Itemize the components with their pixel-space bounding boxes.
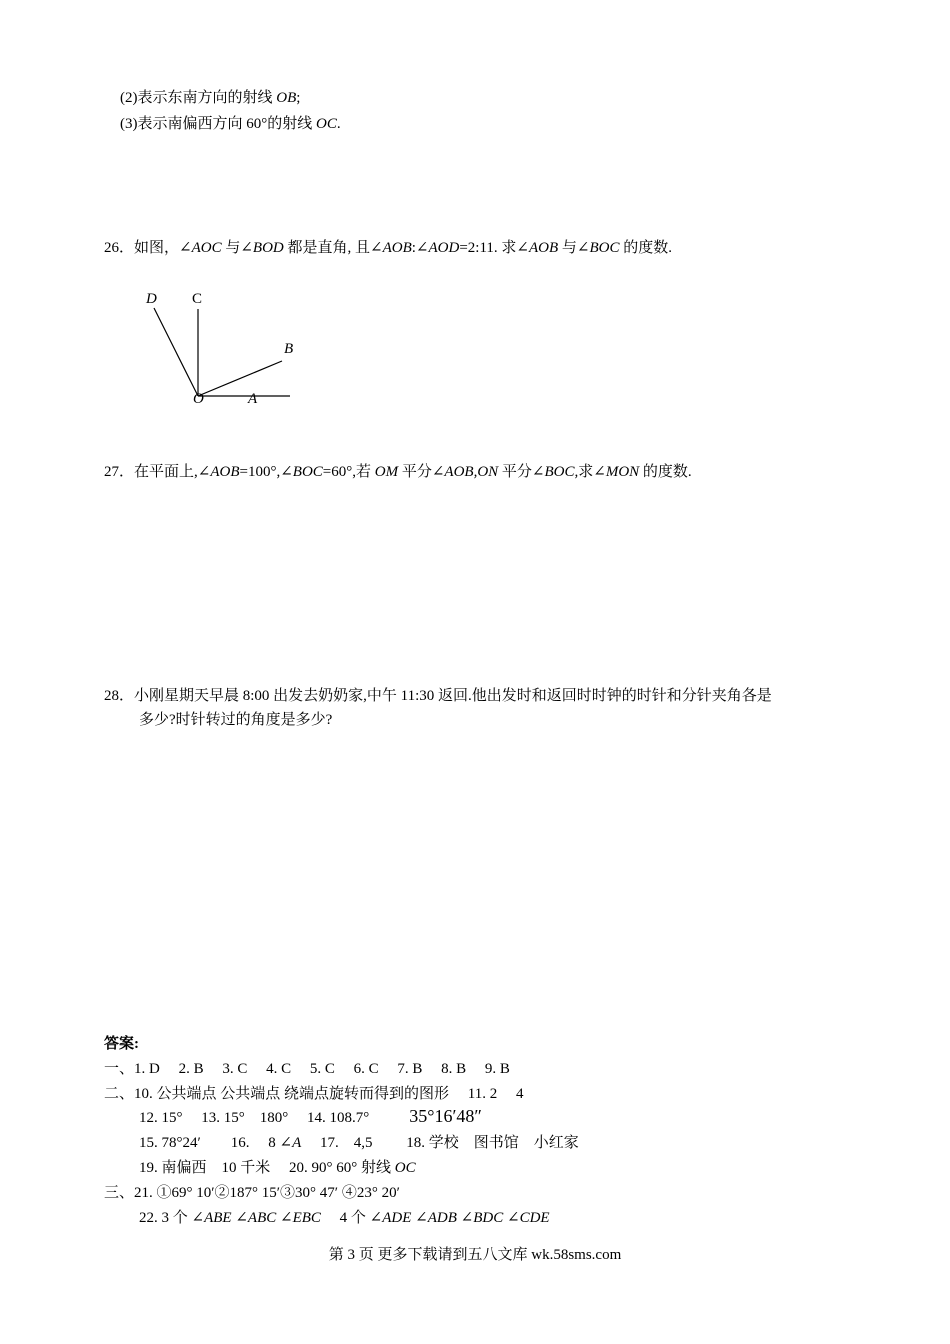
label-a: A	[248, 391, 258, 407]
answers-row-6: 三、21. ①69° 10′②187° 15′③30° 47′ ④23° 20′	[104, 1185, 400, 1201]
question-28-line1: 28．小刚星期天早晨 8:00 出发去奶奶家,中午 11:30 返回.他出发时和返回时时钟的时针和分针夹角各是	[104, 688, 772, 704]
label-c: C	[192, 291, 203, 307]
ray-od	[154, 308, 198, 396]
answers-row-7: 22. 3 个 ∠ABE ∠ABC ∠EBC 4 个 ∠ADE ∠ADB ∠BDC ∠CDE	[139, 1210, 550, 1226]
answers-row-3: 12. 15° 13. 15° 180° 14. 108.7° 35°16′48″	[139, 1106, 482, 1126]
page-footer: 第 3 页 更多下载请到五八文库 wk.58sms.com	[328, 1247, 622, 1263]
answers-row-2: 二、10. 公共端点 公共端点 绕端点旋转而得到的图形 11. 2 4	[104, 1086, 524, 1102]
question-26: 26．如图，∠AOC 与∠BOD 都是直角, 且∠AOB:∠AOD=2:11. 求∠AOB 与∠BOC 的度数.	[104, 240, 672, 256]
answers-title: 答案:	[104, 1036, 139, 1052]
question-28-line2: 多少?时针转过的角度是多少?	[139, 712, 333, 728]
q25-part3: (3)表示南偏西方向 60°的射线 OC.	[120, 116, 341, 132]
angle-figure	[130, 283, 330, 413]
answers-row-5: 19. 南偏西 10 千米 20. 90° 60° 射线 OC	[139, 1160, 416, 1176]
label-o: O	[193, 391, 204, 407]
answers-row-4: 15. 78°24′ 16. 8 ∠A 17. 4,5 18. 学校 图书馆 小红家	[139, 1135, 579, 1151]
label-d: D	[146, 291, 157, 307]
label-b: B	[284, 341, 294, 357]
q25-part2: (2)表示东南方向的射线 OB;	[120, 90, 301, 106]
question-27: 27．在平面上,∠AOB=100°,∠BOC=60°,若 OM 平分∠AOB,ON 平分∠BOC,求∠MON 的度数.	[104, 464, 692, 480]
answers-row-1: 一、1. D 2. B 3. C 4. C 5. C 6. C 7. B 8. B 9. B	[104, 1061, 510, 1077]
ray-ob	[198, 361, 282, 396]
